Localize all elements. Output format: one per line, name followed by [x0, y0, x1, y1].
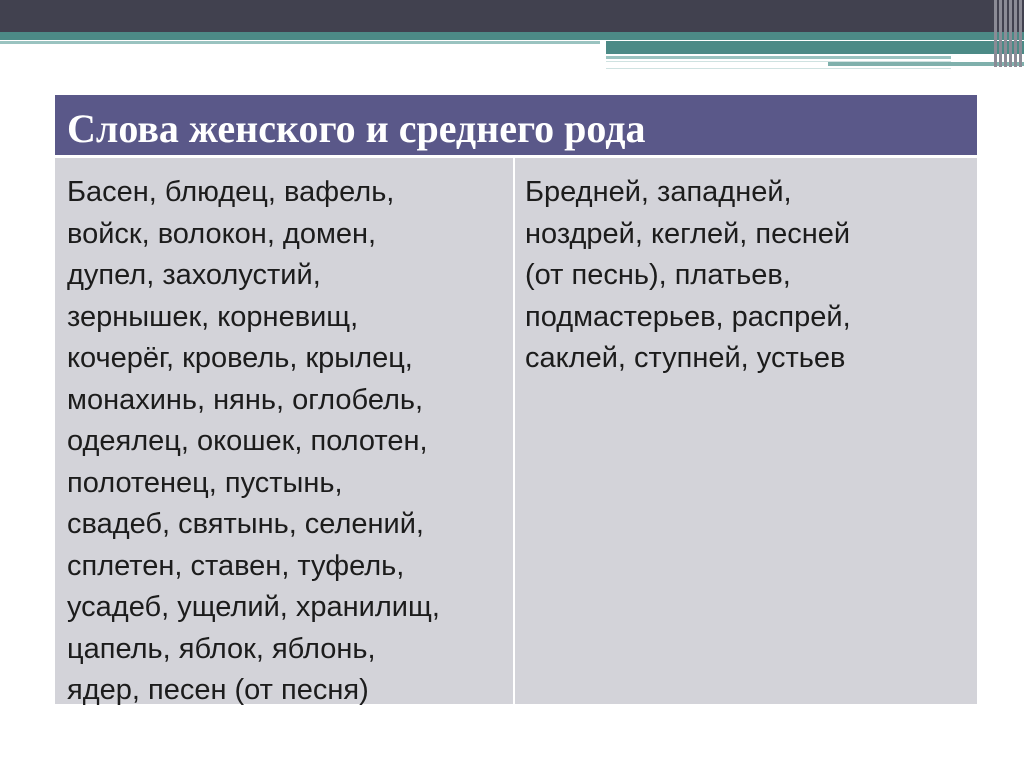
left-line: усадеб, ущелий, хранилищ, — [67, 591, 440, 623]
right-line: подмастерьев, распрей, — [525, 300, 851, 333]
left-line: свадеб, святынь, селений, — [67, 508, 424, 540]
left-word-list — [67, 172, 440, 712]
left-line: монахинь, нянь, оглобель, — [67, 383, 424, 416]
left-line: дупел, захолустий, — [67, 259, 321, 291]
table-cell-right — [515, 158, 977, 704]
right-word-list — [525, 172, 851, 380]
left-line: войск, волокон, домен, — [67, 217, 377, 250]
table-cell-left — [55, 158, 515, 704]
top-band-teal — [0, 32, 1024, 40]
left-line: ядер, песен (от песня) — [67, 674, 369, 706]
right-line: (от песнь), платьев, — [525, 259, 791, 291]
stripe — [1004, 0, 1007, 67]
left-line: полотенец, пустынь, — [67, 466, 343, 499]
stripe — [1014, 0, 1017, 67]
table-header — [55, 95, 977, 158]
right-line: ноздрей, кеглей, песней — [525, 217, 851, 250]
right-line: саклей, ступней, устьев — [525, 342, 846, 374]
top-band-dark — [0, 0, 1024, 32]
stripe — [999, 0, 1002, 67]
left-line: одеялец, окошек, полотен, — [67, 425, 428, 457]
left-line: цапель, яблок, яблонь, — [67, 632, 376, 665]
stripe — [1019, 0, 1022, 67]
left-line: сплетен, ставен, туфель, — [67, 549, 405, 582]
top-band-right-light — [606, 56, 951, 59]
table-header-title: Слова женского и среднего рода — [67, 106, 646, 151]
top-band-thin — [0, 41, 600, 44]
top-band-right-teal — [606, 41, 1024, 54]
stripe — [994, 0, 997, 67]
right-line: Бредней, западней, — [525, 176, 792, 208]
left-line: кочерёг, кровель, крылец, — [67, 342, 413, 374]
stripe — [1009, 0, 1012, 67]
corner-stripes — [994, 0, 1024, 67]
left-line: зернышек, корневищ, — [67, 300, 359, 333]
words-table — [55, 95, 977, 704]
left-line: Басен, блюдец, вафель, — [67, 176, 395, 208]
